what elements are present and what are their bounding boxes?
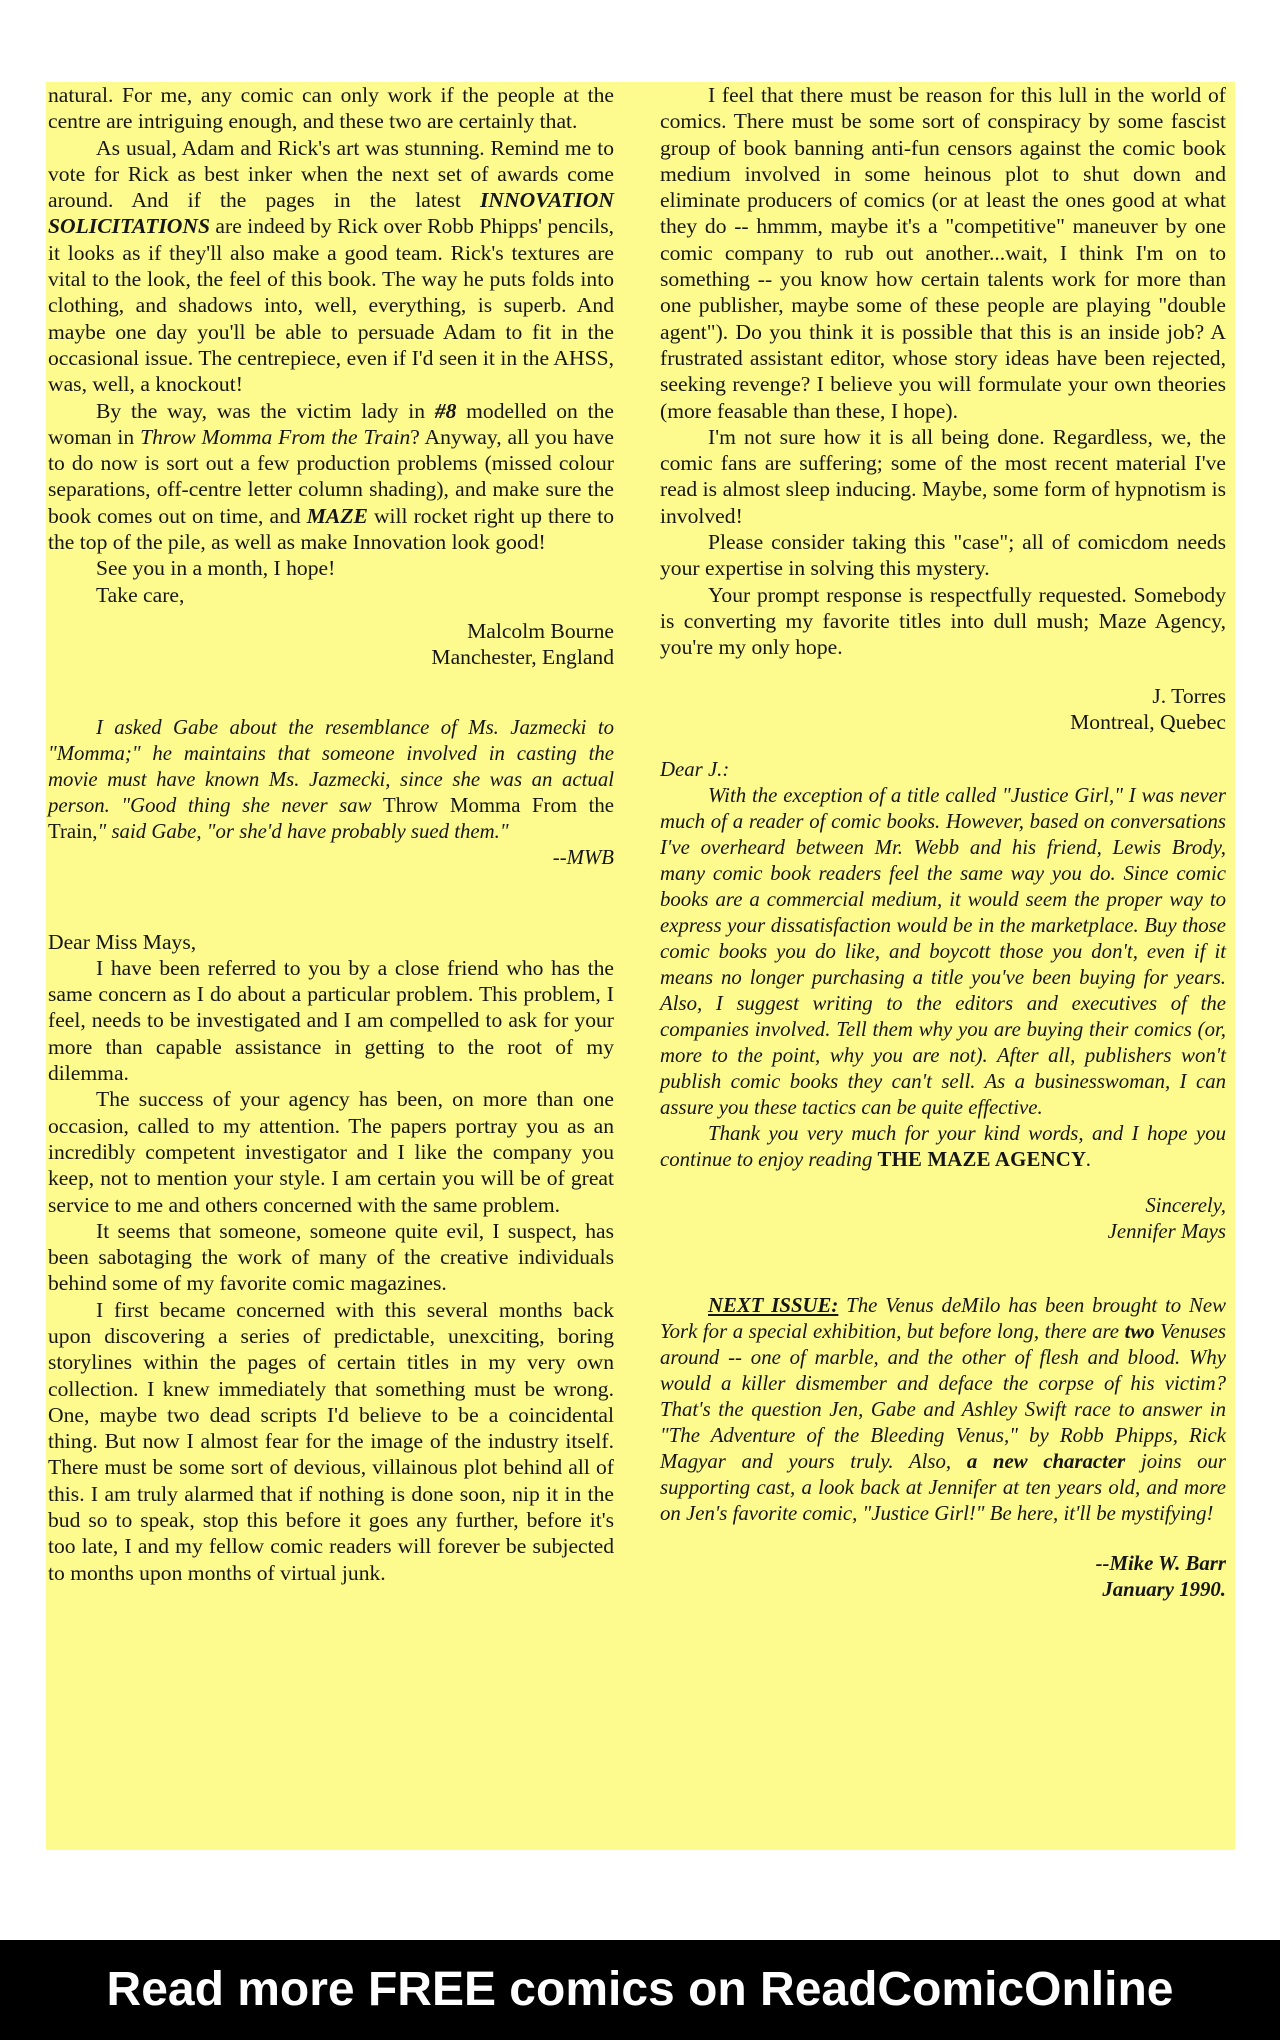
right-column bbox=[660, 82, 1226, 1603]
paragraph: I asked Gabe about the resemblance of Ms. Jazmecki to "Momma;" he maintains that someone involved in casting the movie must have known Ms. Jazmecki, since she was an actual person. "Good thing she never saw Throw Momma From the Train," said Gabe, "or she'd have probably sued them." bbox=[48, 715, 614, 843]
signature-name: --MWB bbox=[552, 845, 614, 869]
salutation: Dear J.: bbox=[660, 758, 730, 782]
paragraph: Your prompt response is respectfully requested. Somebody is converting my favorite titles into dull mush; Maze Agency, you're my only hope. bbox=[660, 582, 1226, 660]
paragraph: By the way, was the victim lady in #8 modelled on the woman in Throw Momma From the Train? Anyway, all you have to do now is sort out a few production problems (missed colour separations, off-centre letter column shading), and make sure the book comes out on time, and MAZE will rocket right up there to the top of the pile, as well as make Innovation look good! bbox=[48, 398, 615, 555]
letter-j-torres bbox=[48, 929, 614, 1586]
paragraph: I'm not sure how it is all being done. Regardless, we, the comic fans are suffering; some of the most recent material I've read is almost sleep inducing. Maybe, some form of hypnotism is involved! bbox=[660, 424, 1226, 528]
signature-name: --Mike W. Barr bbox=[1095, 1552, 1226, 1576]
next-issue-preview bbox=[660, 1293, 1226, 1603]
signature-closing: Sincerely, bbox=[1145, 1194, 1226, 1218]
closing-line: Take care, bbox=[96, 582, 185, 607]
editor-reply-mwb bbox=[48, 715, 614, 871]
letters-page bbox=[46, 82, 1235, 1850]
paragraph: Please consider taking this "case"; all of comicdom needs your expertise in solving this mystery. bbox=[660, 530, 1226, 581]
closing-line: See you in a month, I hope! bbox=[96, 556, 336, 581]
salutation: Dear Miss Mays, bbox=[48, 929, 197, 954]
editor-reply-jennifer bbox=[660, 757, 1226, 1245]
paragraph: Thank you very much for your kind words, and I hope you continue to enjoy reading THE MAZE AGENCY. bbox=[660, 1122, 1226, 1172]
paragraph: With the exception of a title called "Justice Girl," I was never much of a reader of comic books. However, based on conversations I've overheard between Mr. Webb and his friend, Lewis Brody, many comic book readers feel the same way you do. Since comic books are a commercial medium, it would seem the proper way to express your dissatisfaction would be in the marketplace. Buy those comic books you do like, and boycott those you don't, even if it means no longer purchasing a title you've been buying for years. Also, I suggest writing to the editors and executives of the companies involved. Tell them why you are buying their comics (or, more to the point, why you are not). After all, publishers won't publish comic books they can't sell. As a businesswoman, I can assure you these tactics can be quite effective. bbox=[660, 784, 1226, 1120]
signature-name: Malcolm Bourne bbox=[467, 618, 614, 643]
paragraph: I feel that there must be reason for this lull in the world of comics. There must be some sort of conspiracy by some fascist group of book banning anti-fun censors against the comic book medium involved in some heinous plot to shut down and eliminate producers of comics (or at least the ones good at what they do -- hmmm, maybe it's a "competitive" maneuver by one comic company to rub out another...wait, I think I'm on to something -- you know how certain talents work for more than one publisher, maybe some of these people are playing "double agent"). Do you think it is possible that this is an inside job? A frustrated assistant editor, whose story ideas have been rejected, seeking revenge? I believe you will formulate your own theories (more feasable than these, I hope). bbox=[660, 83, 1226, 423]
letter-j-torres-continued bbox=[660, 82, 1226, 735]
paragraph: The success of your agency has been, on more than one occasion, called to my attention. The papers portray you as an incredibly competent investigator and I like the company you keep, not to mention your style. I am certain you will be of great service to me and others concerned with the same problem. bbox=[48, 1087, 614, 1217]
paragraph: As usual, Adam and Rick's art was stunning. Remind me to vote for Rick as best inker when the next set of awards come around. And if the pages in the latest INNOVATION SOLICITATIONS are indeed by Rick over Robb Phipps' pencils, it looks as if they'll also make a good team. Rick's textures are vital to the look, the feel of this book. The way he puts folds into clothing, and shadows into, well, everything, is superb. And maybe one day you'll be able to persuade Adam to fit in the occasional issue. The centrepiece, even if I'd seen it in the AHSS, was, well, a knockout! bbox=[48, 135, 614, 397]
signature-location: Montreal, Quebec bbox=[1070, 709, 1226, 734]
next-issue-heading: NEXT ISSUE: bbox=[708, 1294, 839, 1318]
signature-name: J. Torres bbox=[1152, 683, 1226, 708]
promo-banner[interactable]: Read more FREE comics on ReadComicOnline bbox=[0, 1940, 1280, 2040]
paragraph: NEXT ISSUE: The Venus deMilo has been brought to New York for a special exhibition, but before long, there are two Venuses around -- one of marble, and the other of flesh and blood. Why would a killer dismember and deface the corpse of his victim? That's the question Jen, Gabe and Ashley Swift race to answer in "The Adventure of the Bleeding Venus," by Robb Phipps, Rick Magyar and yours truly. Also, a new character joins our supporting cast, a look back at Jennifer at ten years old, and more on Jen's favorite comic, "Justice Girl!" Be here, it'll be mystifying! bbox=[660, 1294, 1226, 1526]
signature-location: Manchester, England bbox=[431, 645, 614, 670]
left-column bbox=[48, 82, 614, 1586]
paragraph: natural. For me, any comic can only work if the people at the centre are intriguing enough, and these two are certainly that. bbox=[48, 83, 614, 134]
signature-date: January 1990. bbox=[1102, 1578, 1226, 1602]
signature-name: Jennifer Mays bbox=[1107, 1220, 1226, 1244]
paragraph: It seems that someone, someone quite evil, I suspect, has been sabotaging the work of many of the creative individuals behind some of my favorite comic magazines. bbox=[48, 1218, 614, 1296]
paragraph: I have been referred to you by a close friend who has the same concern as I do about a particular problem. This problem, I feel, needs to be investigated and I am compelled to ask for your more than capable assistance in getting to the root of my dilemma. bbox=[48, 955, 614, 1086]
paragraph: I first became concerned with this several months back upon discovering a series of predictable, unexciting, boring storylines within the pages of certain titles in my very own collection. I knew immediately that something must be wrong. One, maybe two dead scripts I'd believe to be a coincidental thing. But now I almost fear for the image of the industry itself. There must be some sort of devious, villainous plot behind all of this. I am truly alarmed that if nothing is done soon, nip it in the bud so to speak, stop this before it goes any further, before it's too late, I and my fellow comic readers will forever be subjected to months upon months of virtual junk. bbox=[48, 1297, 614, 1585]
letter-malcolm-bourne bbox=[48, 82, 614, 671]
